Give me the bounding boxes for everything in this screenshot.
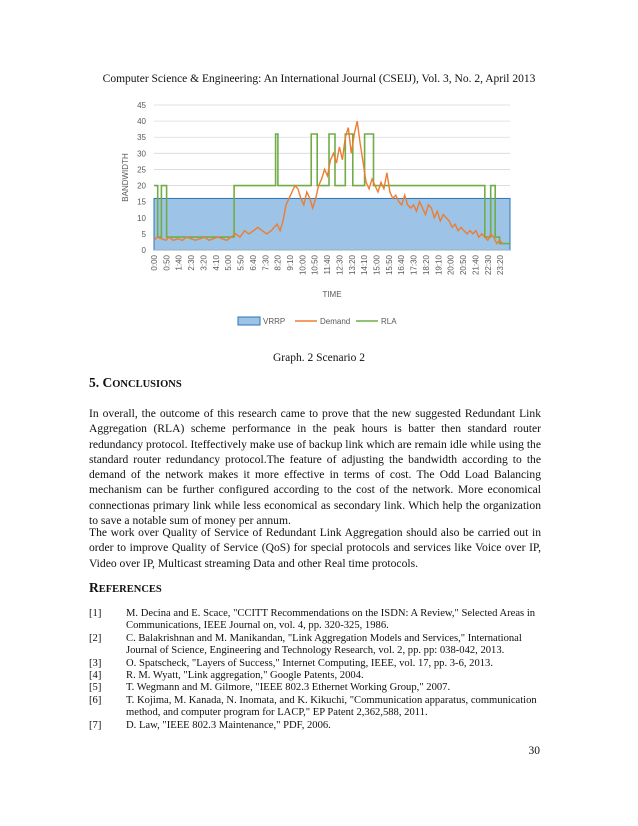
x-tick-label: 4:10: [211, 255, 221, 271]
x-tick-label: 15:50: [384, 255, 394, 276]
x-tick-label: 11:40: [323, 255, 333, 275]
references-heading: [89, 580, 162, 596]
reference-number: [2]: [89, 632, 102, 644]
y-tick-label: 25: [137, 165, 146, 175]
reference-number: [5]: [89, 682, 102, 694]
reference-item: [89, 633, 541, 658]
x-tick-label: 8:20: [273, 255, 283, 271]
y-tick-label: 5: [141, 229, 146, 239]
y-tick-label: 35: [137, 133, 146, 143]
x-tick-label: 3:20: [199, 255, 209, 271]
reference-text: O. Spatscheck, "Layers of Success," Internet Computing, IEEE, vol. 17, pp. 3-6, 2013.: [126, 657, 493, 669]
x-tick-label: 23:20: [496, 255, 506, 276]
x-tick-label: 10:50: [310, 255, 320, 276]
x-tick-label: 9:10: [285, 255, 295, 271]
x-tick-label: 10:00: [298, 255, 308, 276]
reference-item: [89, 682, 541, 694]
y-tick-label: 10: [137, 213, 146, 223]
y-tick-label: 30: [137, 149, 146, 159]
x-tick-label: 13:20: [347, 255, 357, 276]
legend-label-demand: Demand: [320, 317, 351, 326]
x-axis-label: TIME: [322, 290, 342, 299]
reference-text: D. Law, "IEEE 802.3 Maintenance," PDF, 2006.: [126, 719, 331, 731]
x-tick-label: 17:30: [409, 255, 419, 276]
x-tick-label: 1:40: [174, 255, 184, 271]
y-tick-label: 0: [141, 246, 146, 255]
bandwidth-chart: [112, 95, 526, 337]
conclusions-paragraph-1: In overall, the outcome of this research came to prove that the new suggested Redundant Link Aggregation (RLA) scheme performance in the peak hours is batter then standard router redundancy protocol. Iteffectively make use of backup link which are remain idle while using the standard router redundancy protocol.The feature of adjusting the bandwidth according to the demand of the network makes it more effective in terms of cost. The Odd Load Balancing mechanism can be further configured according to the cost of the network. More economical connectionas primary link while less economical as secondary link. Which help the organization to save a notable sum of money per annum.: [89, 407, 541, 528]
y-tick-label: 20: [137, 181, 146, 191]
x-tick-label: 22:30: [483, 255, 493, 276]
conclusions-paragraph-2: The work over Quality of Service of Redundant Link Aggregation should also be carried out in order to improve Quality of Service (QoS) for special protocols and services like Voice over IP, Video over IP, Multicast streaming Data and other Real time protocols.: [89, 526, 541, 570]
journal-header: Computer Science & Engineering: An International Journal (CSEIJ), Vol. 3, No. 2, April 2013: [102, 73, 536, 85]
y-tick-label: 15: [137, 197, 146, 207]
section-title-initial: C: [102, 375, 113, 390]
reference-item: [89, 720, 541, 732]
reference-number: [6]: [89, 694, 102, 706]
x-tick-label: 0:50: [162, 255, 172, 271]
reference-text: R. M. Wyatt, "Link aggregation," Google Patents, 2004.: [126, 670, 364, 682]
reference-item: [89, 608, 541, 633]
legend-swatch-vrrp: [238, 317, 260, 325]
x-tick-label: 0:00: [150, 255, 159, 271]
x-tick-label: 21:40: [471, 255, 481, 276]
x-tick-label: 6:40: [248, 255, 258, 271]
reference-number: [3]: [89, 657, 102, 669]
reference-item: [89, 658, 541, 670]
x-tick-label: 16:40: [397, 255, 407, 276]
chart-svg: [112, 95, 526, 337]
section-number: 5.: [89, 375, 100, 390]
references-title-rest: EFERENCES: [98, 584, 162, 595]
reference-number: [7]: [89, 719, 102, 731]
y-tick-label: 40: [137, 117, 146, 127]
x-tick-label: 20:50: [459, 255, 469, 276]
y-tick-label: 45: [137, 101, 146, 110]
reference-number: [4]: [89, 670, 102, 682]
page-number: 30: [528, 745, 540, 757]
vrrp-area: [154, 198, 510, 250]
reference-item: [89, 695, 541, 720]
x-tick-label: 18:20: [421, 255, 431, 276]
x-tick-label: 15:00: [372, 255, 382, 276]
x-tick-label: 5:00: [224, 255, 234, 271]
reference-text: T. Kojima, M. Kanada, N. Inomata, and K. Kikuchi, "Communication apparatus, communication method, and computer program for LACP," EP Patent 2,362,588, 2011.: [126, 694, 537, 719]
reference-text: M. Decina and E. Scace, "CCITT Recommendations on the ISDN: A Review," Selected Areas in Communications, IEEE Journal on, vol. 4, pp. 320-325, 1986.: [126, 608, 536, 632]
reference-text: C. Balakrishnan and M. Manikandan, "Link Aggregation Models and Services," International Journal of Science, Engineering and Technology Research, vol. 2, pp. pp: 038-042, 2013.: [126, 632, 522, 657]
section-title-rest: ONCLUSIONS: [112, 379, 182, 390]
reference-number: [1]: [89, 608, 102, 619]
x-tick-label: 5:50: [236, 255, 246, 271]
reference-text: T. Wegmann and M. Gilmore, "IEEE 802.3 Ethernet Working Group," 2007.: [126, 682, 451, 694]
references-title-initial: R: [89, 580, 99, 595]
reference-list: [89, 608, 541, 732]
reference-item: [89, 670, 541, 682]
x-tick-label: 7:30: [261, 255, 271, 271]
conclusions-heading: [89, 375, 182, 391]
graph-caption: Graph. 2 Scenario 2: [273, 352, 365, 364]
legend-label-rla: RLA: [381, 317, 397, 326]
legend-label-vrrp: VRRP: [263, 317, 286, 326]
x-tick-label: 20:00: [446, 255, 456, 276]
x-tick-label: 14:10: [360, 255, 370, 276]
x-tick-label: 12:30: [335, 255, 345, 276]
x-tick-label: 2:30: [187, 255, 197, 271]
y-axis-label: BANDWIDTH: [121, 153, 130, 202]
x-tick-label: 19:10: [434, 255, 444, 276]
